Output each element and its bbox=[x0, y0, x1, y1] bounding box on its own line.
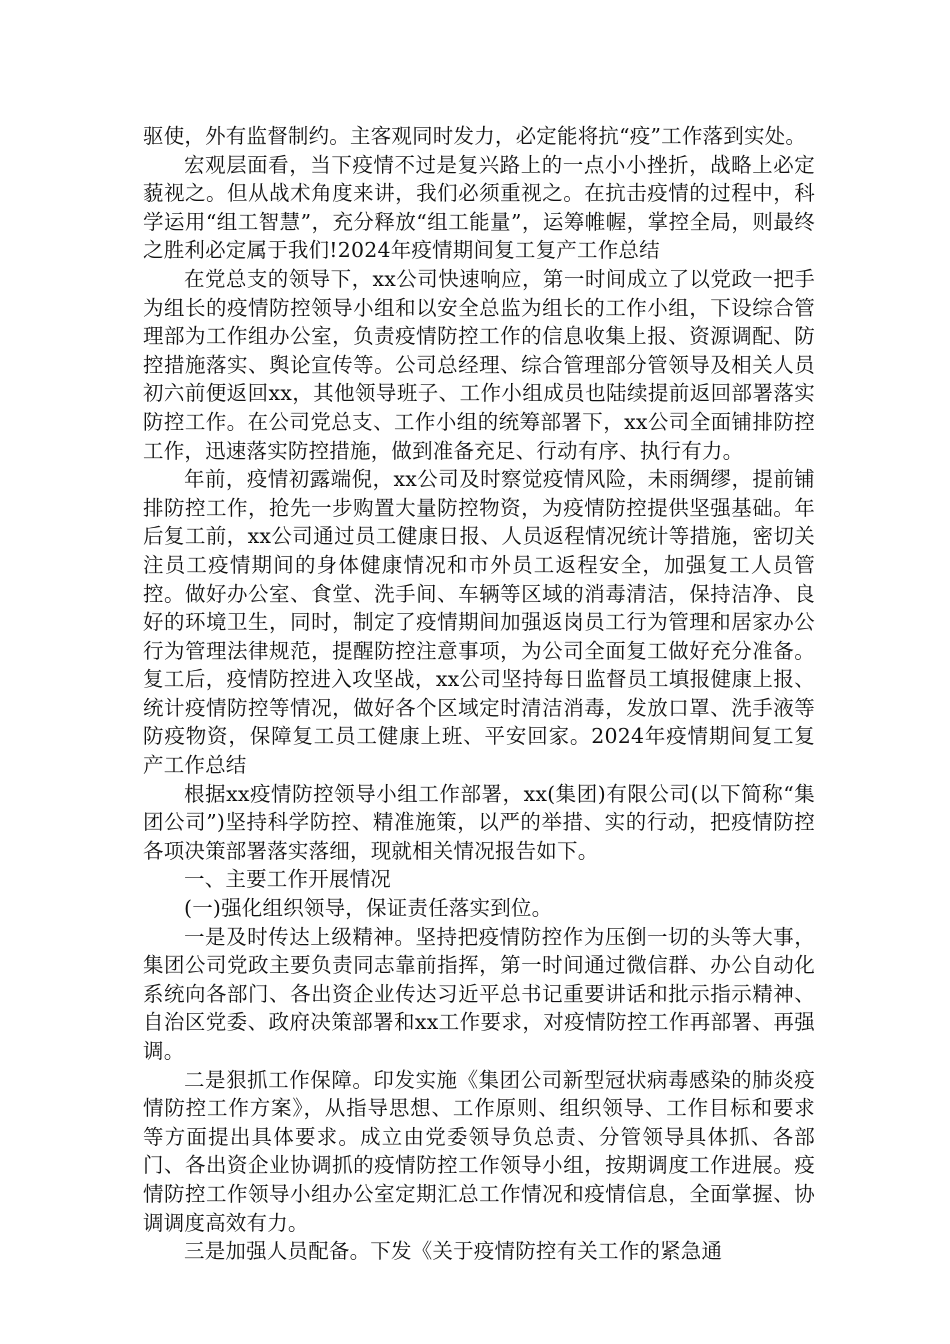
paragraph-macro-view: 宏观层面看，当下疫情不过是复兴路上的一点小小挫折，战略上必定藐视之。但从战术角度来讲，我们必须重视之。在抗击疫情的过程中，科学运用“组工智慧”，充分释放“组工能量”，运筹帷幄，掌控全局，则最终之胜利必定属于我们!2024年疫情期间复工复产工作总结 bbox=[143, 152, 815, 263]
paragraph-report-intro: 根据xx疫情防控领导小组工作部署，xx(集团)有限公司(以下简称“集团公司”)坚持科学防控、精准施策，以严的举措、实的行动，把疫情防控各项决策部署落实落细，现就相关情况报告如下。 bbox=[143, 781, 815, 863]
paragraph-staffing: 三是加强人员配备。下发《关于疫情防控有关工作的紧急通 bbox=[184, 1239, 723, 1264]
section-heading-main-work: 一、主要工作开展情况 bbox=[184, 867, 391, 892]
paragraph-convey-spirit: 一是及时传达上级精神。坚持把疫情防控作为压倒一切的头等大事，集团公司党政主要负责同志靠前指挥，第一时间通过微信群、办公自动化系统向各部门、各出资企业传达习近平总书记重要讲话和批示指示精神、自治区党委、政府决策部署和xx工作要求，对疫情防控工作再部署、再强调。 bbox=[143, 924, 815, 1063]
document-body bbox=[143, 122, 815, 1266]
paragraph-continuation: 驱使，外有监督制约。主客观同时发力，必定能将抗“疫”工作落到实处。 bbox=[143, 124, 807, 148]
paragraph-party-leadership: 在党总支的领导下，xx公司快速响应，第一时间成立了以党政一把手为组长的疫情防控领导小组和以安全总监为组长的工作小组，下设综合管理部为工作组办公室，负责疫情防控工作的信息收集上报、资源调配、防控措施落实、舆论宣传等。公司总经理、综合管理部分管领导及相关人员初六前便返回xx，其他领导班子、工作小组成员也陆续提前返回部署落实防控工作。在公司党总支、工作小组的统筹部署下，xx公司全面铺排防控工作，迅速落实防控措施，做到准备充足、行动有序、执行有力。 bbox=[143, 266, 815, 463]
paragraph-work-guarantee: 二是狠抓工作保障。印发实施《集团公司新型冠状病毒感染的肺炎疫情防控工作方案》，从指导思想、工作原则、组织领导、工作目标和要求等方面提出具体要求。成立由党委领导负总责、分管领导具体抓、各部门、各出资企业协调抓的疫情防控工作领导小组，按期调度工作进展。疫情防控工作领导小组办公室定期汇总工作情况和疫情信息，全面掌握、协调调度高效有力。 bbox=[143, 1067, 815, 1235]
paragraph-pre-year-prevention: 年前，疫情初露端倪，xx公司及时察觉疫情风险，未雨绸缪，提前铺排防控工作，抢先一步购置大量防控物资，为疫情防控提供坚强基础。年后复工前，xx公司通过员工健康日报、人员返程情况统计等措施，密切关注员工疫情期间的身体健康情况和市外员工返程安全，加强复工人员管控。做好办公室、食堂、洗手间、车辆等区域的消毒清洁，保持洁净、良好的环境卫生，同时，制定了疫情期间加强返岗员工行为管理和居家办公行为管理法律规范，提醒防控注意事项，为公司全面复工做好充分准备。复工后，疫情防控进入攻坚战，xx公司坚持每日监督员工填报健康上报、统计疫情防控等情况，做好各个区域定时清洁消毒，发放口罩、洗手液等防疫物资，保障复工员工健康上班、平安回家。2024年疫情期间复工复产工作总结 bbox=[143, 467, 815, 778]
subsection-heading-organization: (一)强化组织领导，保证责任落实到位。 bbox=[184, 896, 553, 921]
